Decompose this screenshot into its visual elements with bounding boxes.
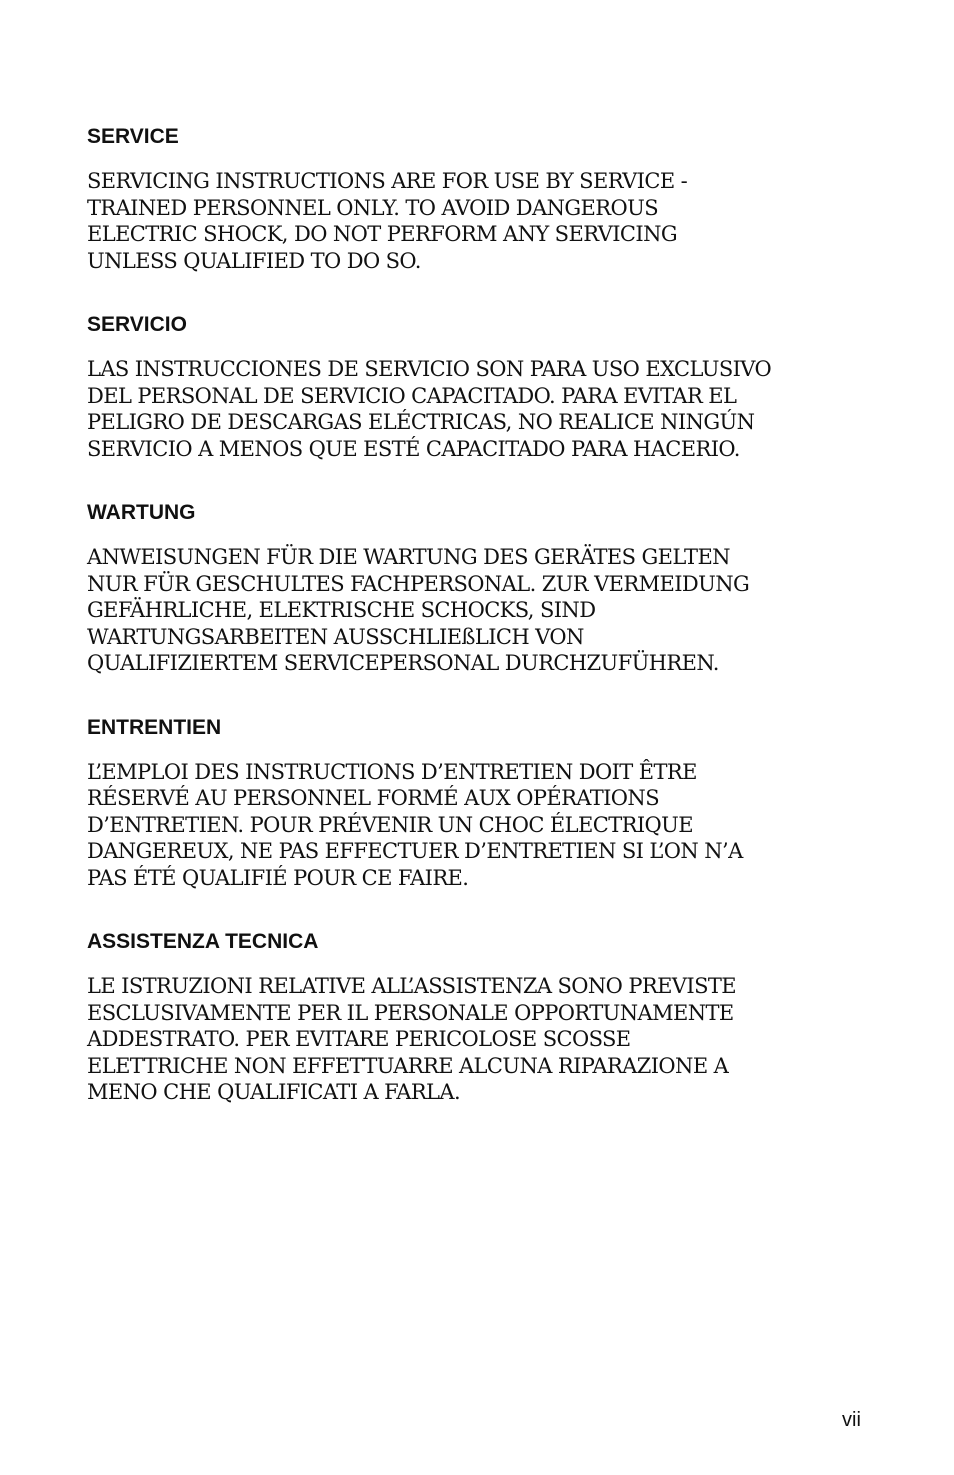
section-wartung [87, 500, 877, 677]
page-number: vii [842, 1409, 861, 1431]
section-body: SERVICING INSTRUCTIONS ARE FOR USE BY SERVICE - TRAINED PERSONNEL ONLY. TO AVOID DANGEROUS ELECTRIC SHOCK, DO NOT PERFORM ANY SERVICING UNLESS QUALIFIED TO DO SO. [87, 169, 688, 273]
section-entrentien [87, 715, 877, 892]
document-page [87, 124, 877, 1144]
section-heading: ASSISTENZA TECNICA [87, 930, 319, 953]
section-body: ANWEISUNGEN FÜR DIE WARTUNG DES GERÄTES GELTEN NUR FÜR GESCHULTES FACHPERSONAL. ZUR VERMEIDUNG GEFÄHRLICHE, ELEKTRISCHE SCHOCKS, SIND WARTUNGSARBEITEN AUSSCHLIEßLICH VON QUALIFIZIERTEM SERVICEPERSONAL DURCHZUFÜHREN. [87, 545, 750, 675]
section-heading: WARTUNG [87, 501, 196, 524]
section-servicio [87, 312, 877, 462]
section-heading: SERVICIO [87, 313, 187, 336]
section-body: LE ISTRUZIONI RELATIVE ALL’ASSISTENZA SONO PREVISTE ESCLUSIVAMENTE PER IL PERSONALE OPPORTUNAMENTE ADDESTRATO. PER EVITARE PERICOLOSE SCOSSE ELETTRICHE NON EFFETTUARRE ALCUNA RIPARAZIONE A MENO CHE QUALIFICATI A FARLA. [87, 974, 736, 1104]
section-service [87, 124, 877, 274]
section-assistenza-tecnica [87, 929, 877, 1106]
section-body: L’EMPLOI DES INSTRUCTIONS D’ENTRETIEN DOIT ÊTRE RÉSERVÉ AU PERSONNEL FORMÉ AUX OPÉRATIONS D’ENTRETIEN. POUR PRÉVENIR UN CHOC ÉLECTRIQUE DANGEREUX, NE PAS EFFECTUER D’ENTRETIEN SI L’ON N’A PAS ÉTÉ QUALIFIÉ POUR CE FAIRE. [87, 759, 743, 890]
section-heading: ENTRENTIEN [87, 715, 222, 739]
section-heading: SERVICE [87, 125, 179, 148]
section-body: LAS INSTRUCCIONES DE SERVICIO SON PARA USO EXCLUSIVO DEL PERSONAL DE SERVICIO CAPACITADO. PARA EVITAR EL PELIGRO DE DESCARGAS ELÉCTRICAS, NO REALICE NINGÚN SERVICIO A MENOS QUE ESTÉ CAPACITADO PARA HACERIO. [87, 357, 772, 461]
